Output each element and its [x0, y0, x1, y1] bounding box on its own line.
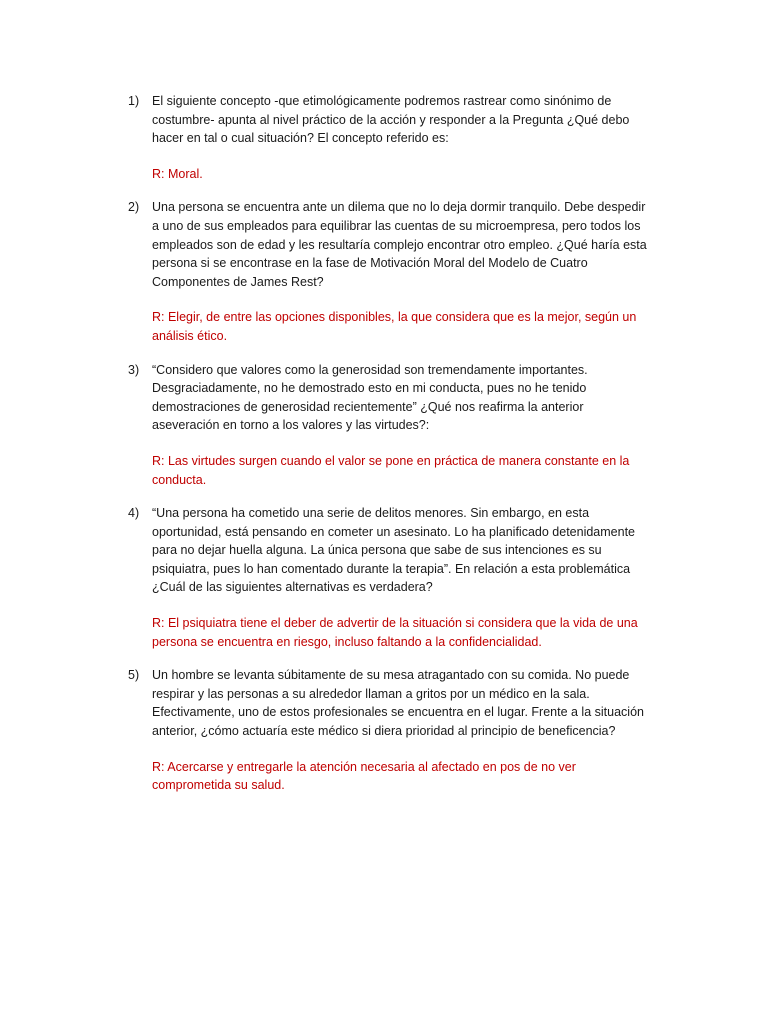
question-text: Una persona se encuentra ante un dilema que no lo deja dormir tranquilo. Debe despedir a uno de sus empleados para equilibrar las cuentas de su microempresa, pero todos los empleados son de edad y les resultaría complejo encontrar otro empleo. ¿Qué haría esta persona si se encontrase en la fase de Motivación Moral del Modelo de Cuatro Componentes de James Rest? [152, 200, 647, 289]
question-item-3 [128, 361, 648, 490]
question-number: 3) [128, 362, 140, 377]
question-item-5 [128, 666, 648, 795]
answer-text: R: El psiquiatra tiene el deber de advertir de la situación si considera que la vida de una persona se encuentra en riesgo, incluso faltando a la confidencialidad. [152, 616, 638, 649]
question-item-1 [128, 92, 648, 183]
question-text: “Considero que valores como la generosidad son tremendamente importantes. Desgraciadamente, no he demostrado esto en mi conducta, pues no he tenido demostraciones de generosidad recientemente” ¿Qué nos reafirma la anterior aseveración en torno a los valores y las virtudes?: [152, 362, 588, 433]
answer-text: R: Acercarse y entregarle la atención necesaria al afectado en pos de no ver comprometida su salud. [152, 759, 576, 793]
answer-text: R: Las virtudes surgen cuando el valor se pone en práctica de manera constante en la conducta. [152, 453, 630, 487]
question-item-2 [128, 198, 648, 345]
question-number: 2) [128, 200, 140, 215]
question-number: 1) [128, 94, 140, 108]
question-number: 4) [128, 506, 140, 521]
question-item-4 [128, 504, 648, 651]
answer-text: R: Elegir, de entre las opciones disponibles, la que considera que es la mejor, según un análisis ético. [152, 310, 637, 343]
question-text: Un hombre se levanta súbitamente de su mesa atragantado con su comida. No puede respirar y las personas a su alrededor llaman a gritos por un médico en la sala. Efectivamente, uno de estos profesionales se encuentra en el lugar. Frente a la situación anterior, ¿cómo actuaría este médico si diera prioridad al principio de beneficencia? [152, 668, 644, 739]
question-number: 5) [128, 668, 140, 683]
question-list [128, 92, 648, 810]
question-text: El siguiente concepto -que etimológicamente podremos rastrear como sinónimo de costumbre- apunta al nivel práctico de la acción y responder a la Pregunta ¿Qué debo hacer en tal o cual situación? El concepto referido es: [152, 94, 630, 146]
question-text: “Una persona ha cometido una serie de delitos menores. Sin embargo, en esta oportunidad, está pensando en cometer un asesinato. Lo ha planificado detenidamente para no dejar huella alguna. La única persona que sabe de sus intenciones es su psiquiatra, pues lo han comentado durante la terapia”. En relación a esta problemática ¿Cuál de las siguientes alternativas es verdadera? [152, 506, 635, 595]
answer-text: R: Moral. [152, 166, 203, 181]
